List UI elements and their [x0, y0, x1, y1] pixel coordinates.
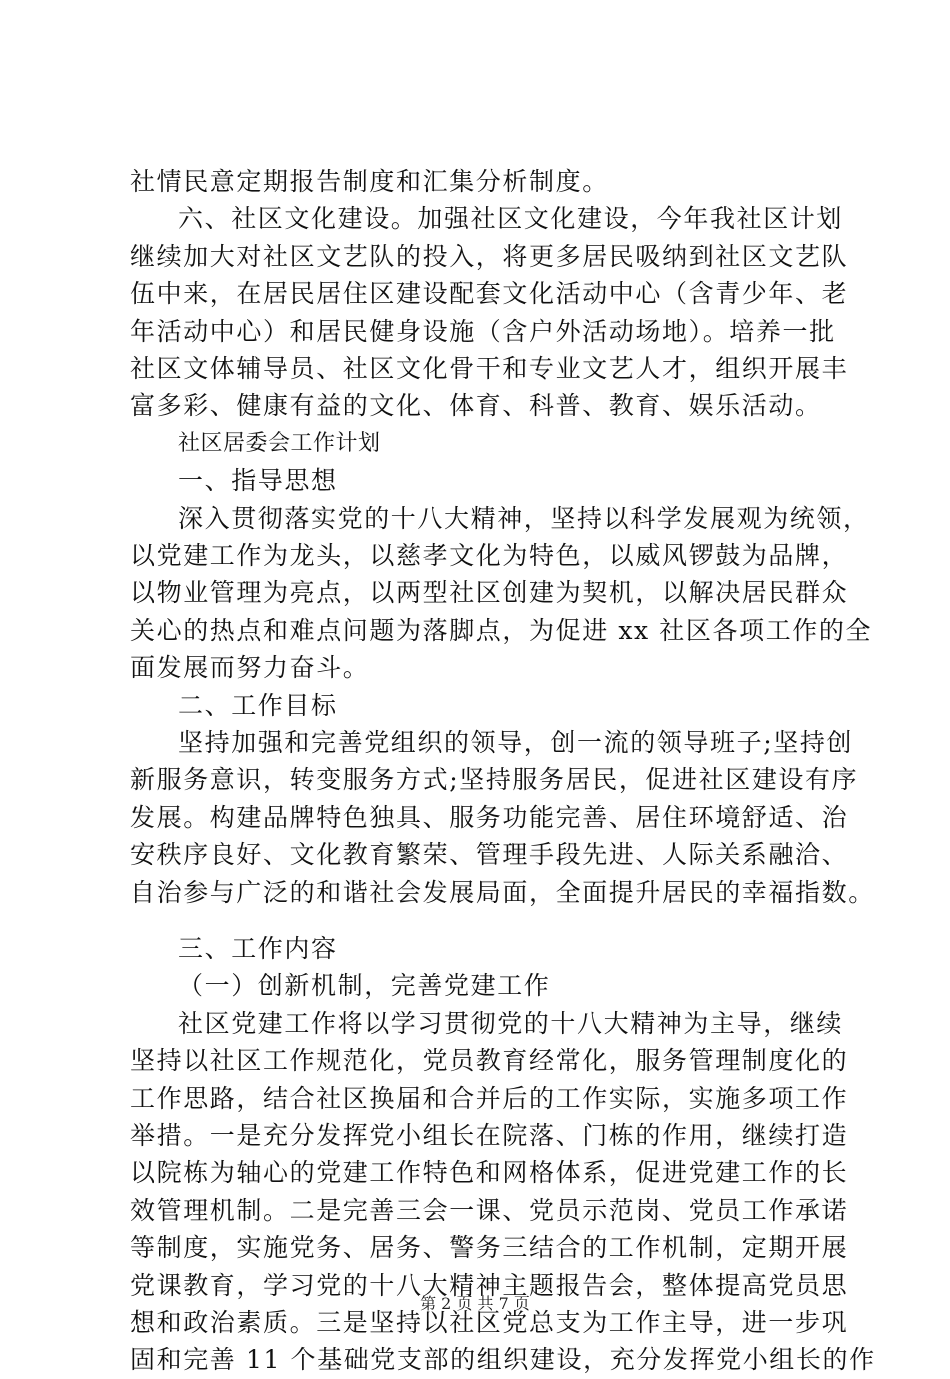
- text-line: 坚持以社区工作规范化，党员教育经常化，服务管理制度化的: [130, 1046, 849, 1076]
- text-line: 社区文体辅导员、社区文化骨干和专业文艺人才，组织开展丰: [130, 354, 849, 383]
- page-number: 第 2 页 共 7 页: [420, 1294, 530, 1313]
- text-line: 伍中来，在居民居住区建设配套文化活动中心（含青少年、老: [130, 279, 849, 309]
- text-line: 党课教育，学习党的十八大精神主题报告会，整体提高党员思: [130, 1270, 849, 1300]
- subsection-heading: （一）创新机制，完善党建工作: [178, 971, 551, 1001]
- text-line: 深入贯彻落实党的十八大精神，坚持以科学发展观为统领，: [178, 503, 870, 533]
- text-line: 社区党建工作将以学习贯彻党的十八大精神为主导，继续: [178, 1008, 844, 1038]
- text-line: 面发展而努力奋斗。: [130, 653, 370, 683]
- text-line: 以物业管理为亮点，以两型社区创建为契机，以解决居民群众: [130, 578, 849, 608]
- text-line: 以党建工作为龙头，以慈孝文化为特色，以威风锣鼓为品牌，: [130, 541, 849, 570]
- text-line: 等制度，实施党务、居务、警务三结合的工作机制，定期开展: [130, 1233, 849, 1263]
- text-line: 继续加大对社区文艺队的投入，将更多居民吸纳到社区文艺队: [130, 241, 849, 271]
- text-line: 举措。一是充分发挥党小组长在院落、门栋的作用，继续打造: [130, 1121, 849, 1150]
- text-line: 年活动中心）和居民健身设施（含户外活动场地）。培养一批: [130, 316, 836, 346]
- text-line: 坚持加强和完善党组织的领导，创一流的领导班子;坚持创: [178, 728, 854, 757]
- text-line: 效管理机制。二是完善三会一课、党员示范岗、党员工作承诺: [130, 1195, 849, 1225]
- text-line: 社情民意定期报告制度和汇集分析制度。: [130, 167, 609, 196]
- text-line: 关心的热点和难点问题为落脚点，为促进 xx 社区各项工作的全: [130, 615, 873, 645]
- section-heading: 二、工作目标: [178, 690, 338, 720]
- section-heading: 三、工作内容: [178, 934, 338, 963]
- text-line: 安秩序良好、文化教育繁荣、管理手段先进、人际关系融洽、: [130, 840, 849, 870]
- text-line: 以院栋为轴心的党建工作特色和网格体系，促进党建工作的长: [130, 1158, 849, 1188]
- section-heading: 一、指导思想: [178, 466, 338, 496]
- section-title: 社区居委会工作计划: [178, 430, 381, 456]
- text-line: 固和完善 11 个基础党支部的组织建设，充分发挥党小组长的作: [130, 1345, 876, 1375]
- text-line: 工作思路，结合社区换届和合并后的工作实际，实施多项工作: [130, 1083, 849, 1113]
- text-line: 六、社区文化建设。加强社区文化建设，今年我社区计划: [178, 204, 844, 234]
- text-line: 新服务意识，转变服务方式;坚持服务居民，促进社区建设有序: [130, 765, 859, 795]
- text-line: 发展。构建品牌特色独具、服务功能完善、居住环境舒适、治: [130, 802, 849, 832]
- text-line: 自治参与广泛的和谐社会发展局面，全面提升居民的幸福指数。: [130, 877, 875, 907]
- text-line: 想和政治素质。三是坚持以社区党总支为工作主导，进一步巩: [130, 1308, 849, 1337]
- text-line: 富多彩、健康有益的文化、体育、科普、教育、娱乐活动。: [130, 391, 822, 421]
